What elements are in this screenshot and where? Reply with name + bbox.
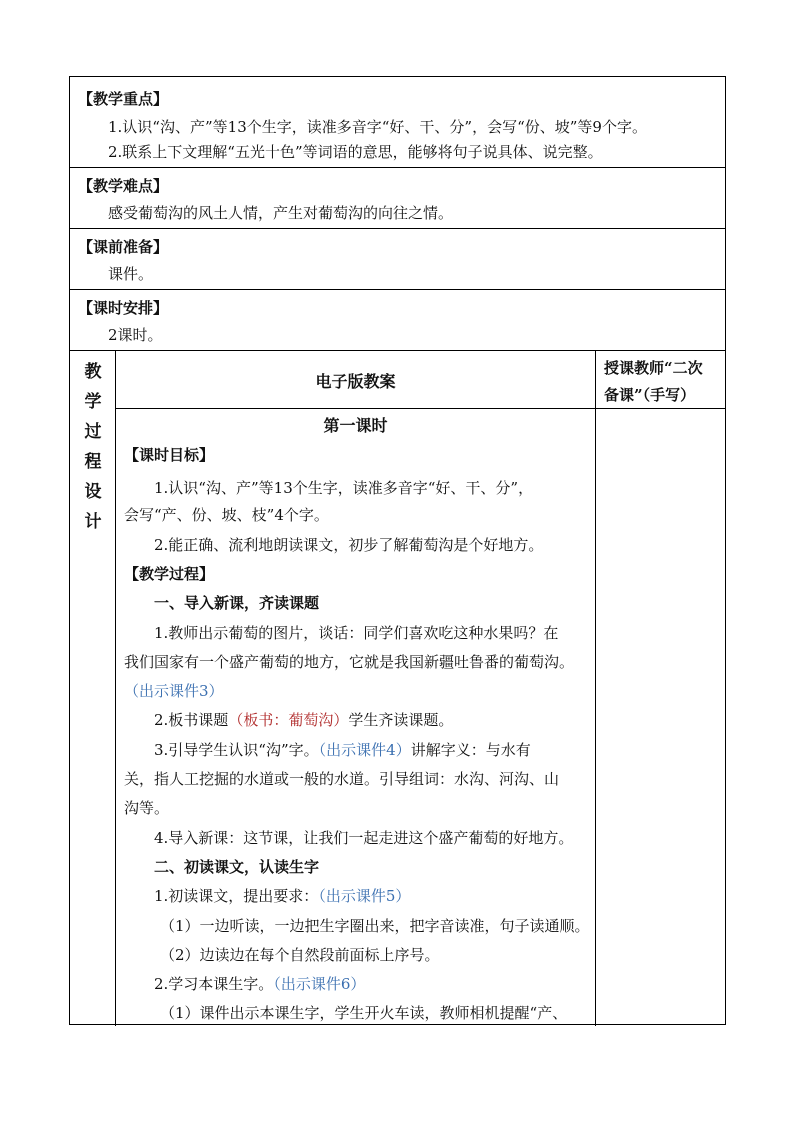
right-column-header-line1: 授课教师“二次 — [604, 359, 703, 377]
goal-heading: 【课时目标】 — [124, 446, 215, 464]
side-char: 设 — [84, 482, 102, 502]
prep-section — [70, 229, 725, 290]
goal-item-2: 2.能正确、流利地朗读课文，初步了解葡萄沟是个好地方。 — [154, 536, 544, 554]
focus-item-2: 2.联系上下文理解“五光十色”等词语的意思，能够将句子说具体、说完整。 — [108, 143, 603, 161]
side-char: 学 — [84, 392, 102, 412]
q2-courseware-note: （出示课件6） — [273, 975, 366, 993]
q1-courseware-note: （出示课件5） — [318, 887, 411, 905]
p2-text: 2.板书课题 — [154, 711, 229, 729]
p2-board-note: （板书：葡萄沟） — [228, 711, 349, 729]
schedule-text: 2课时。 — [108, 326, 163, 344]
right-column-header-line2: 备课”（手写） — [604, 386, 696, 404]
p3-line-c: 沟等。 — [124, 799, 170, 817]
p2-text-end: 学生齐读课题。 — [348, 711, 454, 729]
schedule-heading: 【课时安排】 — [78, 299, 169, 317]
main-column-header: 电子版教案 — [315, 372, 396, 391]
focus-item-1: 1.认识“沟、产”等13个生字，读准多音字“好、干、分”，会写“份、坡”等9个字。 — [108, 118, 647, 136]
p3-text: 3.引导学生认识“沟”字。 — [154, 741, 319, 759]
side-char: 过 — [84, 422, 102, 442]
difficulty-section — [70, 168, 725, 229]
prep-text: 课件。 — [108, 265, 154, 283]
p3-line-b: 关，指人工挖掘的水道或一般的水道。引导组词：水沟、河沟、山 — [124, 770, 560, 788]
prep-heading: 【课前准备】 — [78, 238, 169, 256]
q1-text: 1.初读课文，提出要求： — [154, 887, 319, 905]
goal-item-1b: 会写“产、份、坡、枝”4个字。 — [124, 506, 329, 524]
p3-text-end: 讲解字义：与水有 — [410, 741, 531, 759]
q1-line — [154, 887, 410, 905]
part2-heading: 二、初读课文，认读生字 — [154, 858, 320, 876]
schedule-section — [70, 290, 725, 351]
side-char: 教 — [84, 362, 102, 382]
q1-sub-a: （1）一边听读，一边把生字圈出来，把字音读准，句子读通顺。 — [160, 917, 590, 935]
side-char: 计 — [84, 512, 102, 532]
q1-sub-b: （2）边读边在每个自然段前面标上序号。 — [160, 946, 440, 964]
q2-sub-a: （1）课件出示本课生字，学生开火车读，教师相机提醒“产、 — [160, 1004, 568, 1022]
side-column-divider — [115, 351, 116, 1026]
p4-line: 4.导入新课：这节课，让我们一起走进这个盛产葡萄的好地方。 — [154, 829, 574, 847]
p3-courseware-note: （出示课件4） — [318, 741, 411, 759]
p1-line-a: 1.教师出示葡萄的图片，谈话：同学们喜欢吃这种水果吗？在 — [154, 624, 559, 642]
process-heading: 【教学过程】 — [124, 565, 215, 583]
side-char: 程 — [84, 452, 102, 472]
p2-line — [154, 711, 453, 729]
process-header-divider — [115, 408, 726, 409]
p3-line-a — [154, 741, 531, 759]
q2-line — [154, 975, 365, 993]
q2-text: 2.学习本课生字。 — [154, 975, 274, 993]
lesson-plan-table — [69, 76, 726, 1025]
right-column-divider — [595, 351, 596, 1026]
lesson-title: 第一课时 — [323, 416, 388, 435]
goal-item-1a: 1.认识“沟、产”等13个生字，读准多音字“好、干、分”， — [154, 479, 534, 497]
difficulty-heading: 【教学难点】 — [78, 177, 169, 195]
side-label — [78, 357, 108, 537]
focus-heading: 【教学重点】 — [78, 90, 169, 108]
p1-line-b: 我们国家有一个盛产葡萄的地方，它就是我国新疆吐鲁番的葡萄沟。 — [124, 653, 575, 671]
difficulty-text: 感受葡萄沟的风土人情，产生对葡萄沟的向往之情。 — [108, 204, 454, 222]
p1-courseware-note: （出示课件3） — [124, 682, 224, 700]
focus-section — [70, 77, 725, 168]
part1-heading: 一、导入新课，齐读课题 — [154, 594, 320, 612]
